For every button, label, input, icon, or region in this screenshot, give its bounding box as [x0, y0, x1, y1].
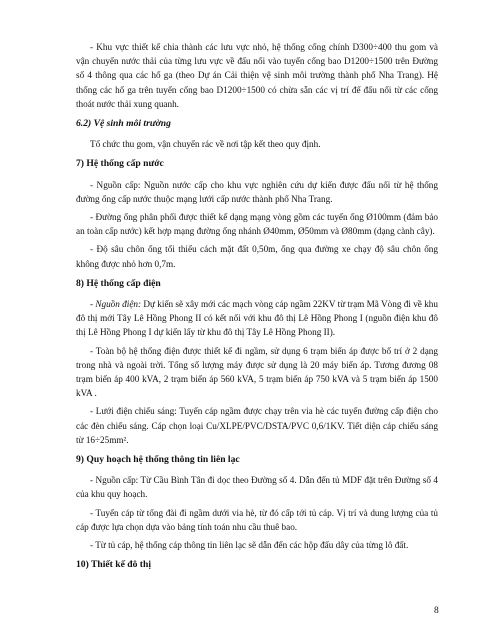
paragraph-telecom-distribution: - Từ tủ cáp, hệ thống cáp thông tin liên lạc sẽ dẫn đến các hộp đấu dây của từng lô đất. — [90, 540, 409, 551]
paragraph-street-lighting: - Lưới điện chiếu sáng: Tuyến cáp ngầm được chạy trên via hè các tuyến đường cấp điện cho các đèn chiếu sáng. Cáp chọn loại Cu/XLPE/PVC/DSTA/PVC 0,6/1KV. Tiết diện cáp chiếu sáng từ 16÷25mm². — [76, 406, 438, 445]
paragraph-pipe-depth: - Độ sâu chôn ống tối thiểu cách mặt đất 0,50m, ống qua đường xe chạy độ sâu chôn ống không được nhỏ hơn 0,7m. — [76, 244, 438, 269]
paragraph-waste-collection: Tổ chức thu gom, vận chuyển rác về nơi tập kết theo quy định. — [90, 139, 321, 150]
page-number: 8 — [434, 606, 439, 616]
paragraph-power-source — [76, 297, 438, 340]
paragraph-transformers: - Toàn bộ hệ thống điện được thiết kế đi ngầm, sử dụng 6 trạm biến áp được bố trí ở 2 dạng trong nhà và ngoài trời. Tổng số lượng máy được sử dụng là 20 máy biến áp. Tương đương 08 trạm biến áp 400 kVA, 2 trạm biến áp 560 kVA, 5 trạm biến áp 750 kVA và 5 trạm biến áp 1500 kVA . — [76, 345, 438, 399]
power-source-label: - Nguồn điện: — [90, 299, 142, 310]
heading-environmental-sanitation: 6.2) Vệ sinh môi trường — [76, 118, 171, 130]
paragraph-telecom-source: - Nguồn cấp: Từ Cầu Bình Tân đi dọc theo Đường số 4. Dẫn đến tủ MDF đặt trên Đường số 4 của khu quy hoạch. — [76, 475, 438, 500]
heading-water-supply: 7) Hệ thống cấp nước — [76, 158, 164, 170]
heading-urban-design: 10) Thiết kế đô thị — [76, 559, 151, 571]
paragraph-telecom-cables: - Tuyến cáp từ tổng đài đi ngầm dưới via hè, từ đó cấp tới tủ cáp. Vị trí và dung lượng của tủ cáp được lựa chọn dựa vào bảng tính toán nhu cầu thuê bao. — [76, 507, 438, 532]
heading-power-supply: 8) Hệ thống cấp điện — [76, 277, 161, 289]
paragraph-drainage-network: - Khu vực thiết kế chia thành các lưu vực nhỏ, hệ thống cống chính D300÷400 thu gom và vận chuyển nước thải của từng lưu vực về đấu nối vào tuyến cống bao D1200÷1500 trên Đường số 4 thông qua các hố ga (theo Dự án Cải thiện vệ sinh môi trường thành phố Nha Trang). Hệ thống các hố ga trên tuyến cống bao D1200÷1500 có chừa sẵn các vị trí để đấu nối từ các cống thoát nước thải xung quanh. — [76, 42, 438, 109]
power-source-text: Dự kiến sẽ xây mới các mạch vòng cáp ngầm 22KV từ trạm Mã Vòng đi về khu đô thị mới Tây Lê Hồng Phong II có kết nối với khu đô thị Lê Hồng Phong I (nguồn điện khu đô thị Lê Hồng Phong I dự kiến lấy từ khu đô thị Tây Lê Hồng Phong II). — [76, 299, 438, 338]
paragraph-water-source: - Nguồn cấp: Nguồn nước cấp cho khu vực nghiên cứu dự kiến được đấu nối từ hệ thống đường ống cấp nước thuộc mạng lưới cấp nước thành phố Nha Trang. — [76, 179, 438, 204]
paragraph-water-pipes: - Đường ống phân phối được thiết kế dạng mạng vòng gồm các tuyến ống Ø100mm (đảm bảo an toàn cấp nước) kết hợp mạng đường ống nhánh Ø40mm, Ø50mm và Ø80mm (dạng cành cây). — [76, 212, 438, 237]
document-body — [76, 40, 438, 579]
heading-telecommunications: 9) Quy hoạch hệ thống thông tin liên lạc — [76, 454, 240, 466]
